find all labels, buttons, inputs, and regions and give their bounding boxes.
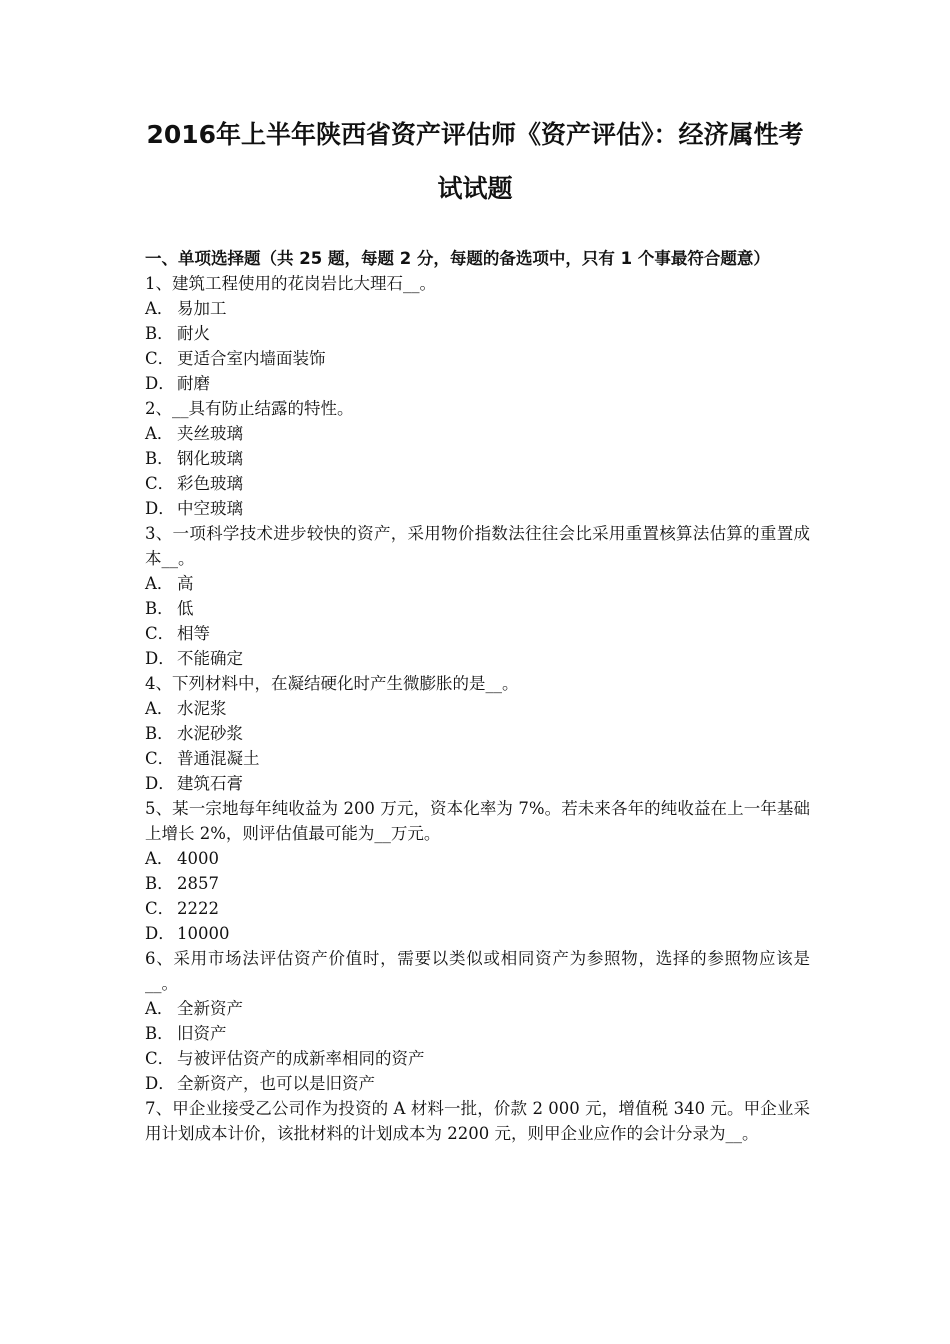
question-3 [145,521,810,671]
option-c [145,346,810,371]
question-stem: 1、建筑工程使用的花岗岩比大理石__。 [145,274,436,293]
section-heading: 一、单项选择题（共 25 题，每题 2 分，每题的备选项中，只有 1 个事最符合题意） [145,249,770,268]
option-b [145,596,810,621]
option-a [145,846,810,871]
option-text: 建筑石膏 [177,774,243,793]
question-stem: 7、甲企业接受乙公司作为投资的 A 材料一批，价款 2 000 元，增值税 340 元。甲企业采用计划成本计价，该批材料的计划成本为 2200 元，则甲企业应作的会计分录为__。 [145,1099,810,1143]
document-body [145,246,810,1146]
option-b [145,871,810,896]
option-a [145,296,810,321]
option-text: 耐火 [177,324,210,343]
question-5 [145,796,810,946]
option-text: 低 [177,599,194,618]
option-text: 2857 [177,874,219,893]
option-b [145,446,810,471]
option-letter: A． [145,574,174,593]
option-text: 耐磨 [177,374,210,393]
option-letter: D． [145,774,175,793]
option-text: 全新资产 [177,999,243,1018]
option-letter: B． [145,724,174,743]
option-text: 旧资产 [177,1024,227,1043]
option-text: 彩色玻璃 [177,474,243,493]
question-stem: 2、__具有防止结露的特性。 [145,399,354,418]
question-stem: 4、下列材料中，在凝结硬化时产生微膨胀的是__。 [145,674,519,693]
option-c [145,896,810,921]
option-c [145,471,810,496]
option-a [145,696,810,721]
option-text: 10000 [177,924,230,943]
option-text: 夹丝玻璃 [177,424,243,443]
option-text: 普通混凝土 [177,749,260,768]
option-letter: A． [145,424,174,443]
option-letter: B． [145,599,174,618]
option-c [145,621,810,646]
option-letter: C． [145,624,175,643]
option-text: 2222 [177,899,219,918]
question-4 [145,671,810,796]
option-letter: C． [145,749,175,768]
option-letter: D． [145,374,175,393]
document-title [120,108,830,216]
option-b [145,321,810,346]
option-c [145,746,810,771]
question-1 [145,271,810,396]
option-letter: D． [145,499,175,518]
option-text: 易加工 [177,299,227,318]
option-b [145,721,810,746]
option-d [145,371,810,396]
question-stem: 6、采用市场法评估资产价值时，需要以类似或相同资产为参照物，选择的参照物应该是__。 [145,949,810,993]
option-letter: C． [145,349,175,368]
option-b [145,1021,810,1046]
option-text: 相等 [177,624,210,643]
option-text: 高 [177,574,194,593]
option-text: 4000 [177,849,219,868]
option-a [145,571,810,596]
option-letter: B． [145,874,174,893]
option-letter: C． [145,474,175,493]
option-text: 钢化玻璃 [177,449,243,468]
question-6 [145,946,810,1096]
option-letter: B． [145,324,174,343]
option-letter: C． [145,899,175,918]
option-text: 全新资产，也可以是旧资产 [177,1074,375,1093]
option-d [145,496,810,521]
option-a [145,421,810,446]
option-text: 不能确定 [177,649,243,668]
option-a [145,996,810,1021]
question-2 [145,396,810,521]
option-letter: A． [145,299,174,318]
document-title-line-1: 2016年上半年陕西省资产评估师《资产评估》：经济属性考 [146,120,804,149]
question-stem: 3、一项科学技术进步较快的资产，采用物价指数法往往会比采用重置核算法估算的重置成本__。 [145,524,810,568]
option-letter: D． [145,924,175,943]
document-title-line-2: 试试题 [437,174,513,203]
option-letter: C． [145,1049,175,1068]
option-text: 与被评估资产的成新率相同的资产 [177,1049,425,1068]
option-d [145,1071,810,1096]
option-text: 中空玻璃 [177,499,243,518]
option-d [145,771,810,796]
option-letter: D． [145,649,175,668]
option-d [145,646,810,671]
option-letter: A． [145,999,174,1018]
option-letter: B． [145,1024,174,1043]
option-text: 更适合室内墙面装饰 [177,349,326,368]
option-text: 水泥浆 [177,699,227,718]
option-letter: A． [145,849,174,868]
question-stem: 5、某一宗地每年纯收益为 200 万元，资本化率为 7%。若未来各年的纯收益在上一年基础上增长 2%，则评估值最可能为__万元。 [145,799,810,843]
option-letter: D． [145,1074,175,1093]
option-letter: A． [145,699,174,718]
question-7 [145,1096,810,1146]
option-d [145,921,810,946]
option-letter: B． [145,449,174,468]
option-text: 水泥砂浆 [177,724,243,743]
option-c [145,1046,810,1071]
